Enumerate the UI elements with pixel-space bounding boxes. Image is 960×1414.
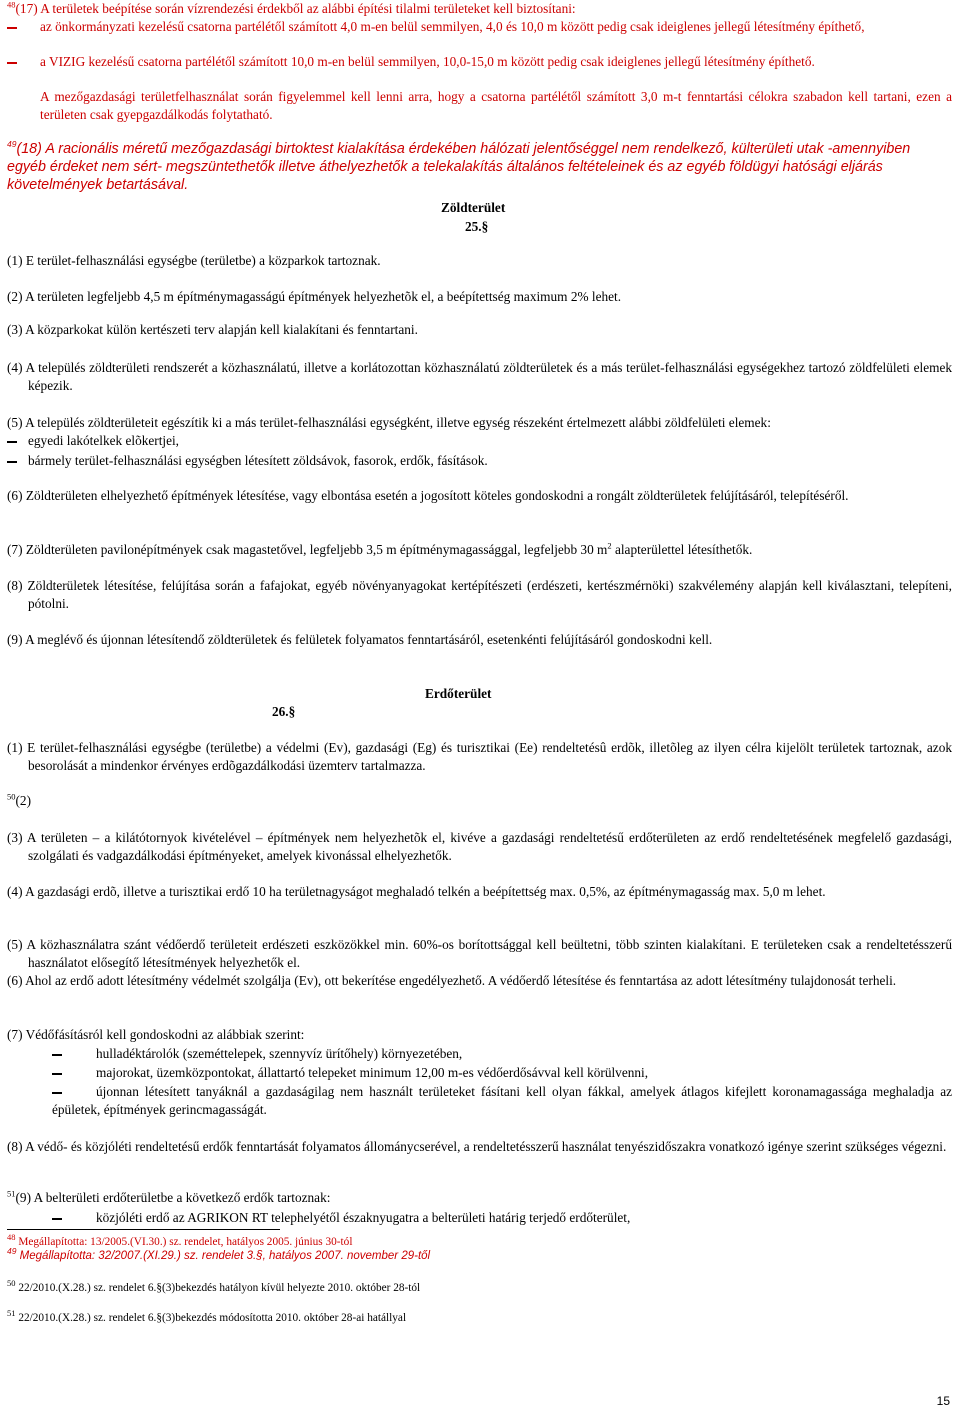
paragraph-17-item-2: a VIZIG kezelésű csatorna partélétől számított 10,0 m-en belül semmilyen, 10,0-15,0 m között pedig csak ideiglenes jellegű létesítmény építhető. [40,53,952,71]
dash-bullet-icon [7,441,17,443]
s25-paragraph-7: (7) Zöldterületen pavilonépítmények csak magastetővel, legfeljebb 3,5 m építménymagassággal, legfeljebb 30 $m^2$ alapterülettel létesíthetők. [7,540,753,557]
s26-list-item-4: közjóléti erdő az AGRIKON RT telephelyétől északnyugatra a belterületi határig terjedő erdőterület, [96,1209,630,1227]
s25-paragraph-6: (6) Zöldterületen elhelyezhető építmények létesítése, vagy elbontása esetén a jogosított köteles gondoskodni a rongált zöldterületek felújításáról, telepítéséről. [7,488,849,503]
s26-paragraph-7: (7) Védőfásításról kell gondoskodni az alábbiak szerint: [7,1027,305,1042]
s25-list-item-2: bármely terület-felhasználási egységben létesített zöldsávok, fasorok, erdők, fásítások. [28,452,488,470]
section-26-number: 26.§ [272,704,296,719]
dash-bullet-icon [52,1092,62,1094]
s26-list-item-1: hulladéktárolók (szeméttelepek, szennyvíz ürítőhely) környezetében, [96,1045,462,1063]
section-25-title: Zöldterület [441,200,506,215]
s25-paragraph-3: (3) A közparkokat külön kertészeti terv alapján kell kialakítani és fenntartani. [7,322,418,337]
s26-paragraph-5: (5) A közhasználatra szánt védőerdő területeit erdészeti eszközökkel min. 60%-os borítottsággal kell beültetni, több szinten kialakítani. E területeken csak a rendeltetésszerű használatot elősegítő létesítmények helyezhetők el. [7,937,952,970]
footnote-ref-51: 51 [7,1188,16,1199]
s25-paragraph-1: (1) E terület-felhasználási egységbe (területbe) a közparkok tartoznak. [7,253,381,268]
dash-bullet-icon [52,1218,62,1220]
s26-list-item-3: újonnan létesített tanyáknál a gazdaságilag nem használt területeket fásítani kell olyan fákkal, amelyek átlagos kifejlett koronamagassága meghaladja az épületek, építmények gerincmagasságát. [52,1084,952,1117]
footnote-48: $^{48}$ Megállapította: 13/2005.(VI.30.) sz. rendelet, hatályos 2005. június 30-tól [7,1232,353,1248]
section-26-title: Erdőterület [425,686,492,701]
section-25-number: 25.§ [465,219,489,234]
paragraph-17-lead: $^{48}$(17) A területek beépítése során vízrendezési érdekből az alábbi építési tilalmi területeket kell biztosítani: [7,0,576,16]
s26-paragraph-4: (4) A gazdasági erdõ, illetve a turisztikai erdő 10 ha területnagyságot meghaladó telkén a beépítettség max. 0,5%, az építménymagasság max. 5,0 m lehet. [7,884,826,899]
s26-paragraph-9: $^{51}$(9) A belterületi erdőterületbe a következő erdők tartoznak: [7,1188,331,1205]
s25-paragraph-4: (4) A település zöldterületi rendszerét a közhasználatú, illetve a korlátozottan közhasználatú zöldterületek és a más terület-felhasználási egységekhez tartozó zöldfelületi elemek képezik. [7,360,952,393]
footnote-ref-48: 48 [7,0,16,10]
s26-paragraph-3: (3) A területen – a kilátótornyok kivételével – építmények nem helyezhetõk el, kivéve a gazdasági rendeltetésű erdőterületen az erdő rendeltetésének megfelelő gazdasági, szolgálati és vadgazdálkodási építményeket, amelyek kivonással elhelyezhetők. [7,830,952,863]
paragraph-17-tail: A mezőgazdasági területfelhasználat során figyelemmel kell lenni arra, hogy a csatorna partélétől számított 3,0 m-t fenntartási célokra szabadon kell tartani, ezen a területen csak gyepgazdálkodás folytatható. [40,89,952,122]
dash-bullet-icon [7,461,17,463]
dash-bullet-icon [7,62,17,64]
paragraph-18: $^{49}$(18) A racionális méretű mezőgazdasági birtoktest kialakítása érdekében hálózati jelentőséggel nem rendelkező, külterületi utak -amennyiben egyéb érdeket nem sért- megszüntethetők illetve áthelyezhetők a telekalakítás általános feltételeinek és az egyéb földügyi hatósági eljárás követelmények betartásával. [7,139,911,193]
footnote-50: $^{50}$ 22/2010.(X.28.) sz. rendelet 6.§(3)bekezdés hatályon kívül helyezte 2010. október 28-tól [7,1278,421,1294]
dash-bullet-icon [7,27,17,29]
s26-list-item-2: majorokat, üzemközpontokat, állattartó telepeket minimum 12,00 m-es védőerdősávval kell körülvenni, [96,1064,648,1082]
footnote-49: $^{49}$ Megállapította: 32/2007.(XI.29.) sz. rendelet 3.§, hatályos 2007. november 29-től [7,1246,431,1262]
s26-paragraph-6: (6) Ahol az erdő adott létesítmény védelmét szolgálja (Ev), ott bekerítése engedélyezhető. A védőerdő létesítése és fenntartása az adott létesítmény tulajdonosát terheli. [7,973,897,988]
footnote-ref-50: 50 [7,791,16,802]
s25-list-item-1: egyedi lakótelkek elõkertjei, [28,432,179,450]
s26-paragraph-8: (8) A védő- és közjóléti rendeltetésű erdők fenntartását folyamatos állománycserével, a rendeltetésszerű használat tenyészidőszakra vonatkozó igénye szerint szükséges végezni. [7,1139,947,1154]
s25-paragraph-5: (5) A település zöldterületeit egészítik ki a más terület-felhasználási egységként, illetve egység részeként értelmezett alábbi zöldfelületi elemek: [7,415,771,430]
footnote-ref-49: 49 [7,139,17,150]
paragraph-17-item-1: az önkormányzati kezelésű csatorna partélétől számított 4,0 m-en belül semmilyen, 4,0 és 10,0 m között pedig csak ideiglenes jellegű létesítmény építhető, [40,18,952,36]
dash-bullet-icon [52,1054,62,1056]
footnote-separator [7,1229,280,1230]
s26-paragraph-1: (1) E terület-felhasználási egységbe (területbe) a védelmi (Ev), gazdasági (Eg) és turisztikai (Ee) rendeltetésû erdõk, illetõleg az ilyen célra kijelölt területek tartoznak, azok besorolását a mindenkor érvényes erdõgazdálkodási üzemterv tartalmazza. [7,740,952,773]
s25-paragraph-8: (8) Zöldterületek létesítése, felújítása során a fafajokat, egyéb növényanyagokat kertépítészeti (erdészeti, kertészmérnöki) szakvélemény alapján kell kiválasztani, telepíteni, pótolni. [7,578,952,611]
s25-paragraph-2: (2) A területen legfeljebb 4,5 m építménymagasságú építmények helyezhetõk el, a beépítettség maximum 2% lehet. [7,289,622,304]
dash-bullet-icon [52,1073,62,1075]
page-number: 15 [936,1393,950,1408]
s25-paragraph-9: (9) A meglévő és újonnan létesítendő zöldterületek és felületek folyamatos fenntartásáról, esetenkénti felújításáról gondoskodni kell. [7,632,713,647]
s26-paragraph-2: $^{50}$(2) [7,791,32,808]
footnote-51: $^{51}$ 22/2010.(X.28.) sz. rendelet 6.§(3)bekezdés módosította 2010. október 28-ai hatállyal [7,1308,407,1324]
